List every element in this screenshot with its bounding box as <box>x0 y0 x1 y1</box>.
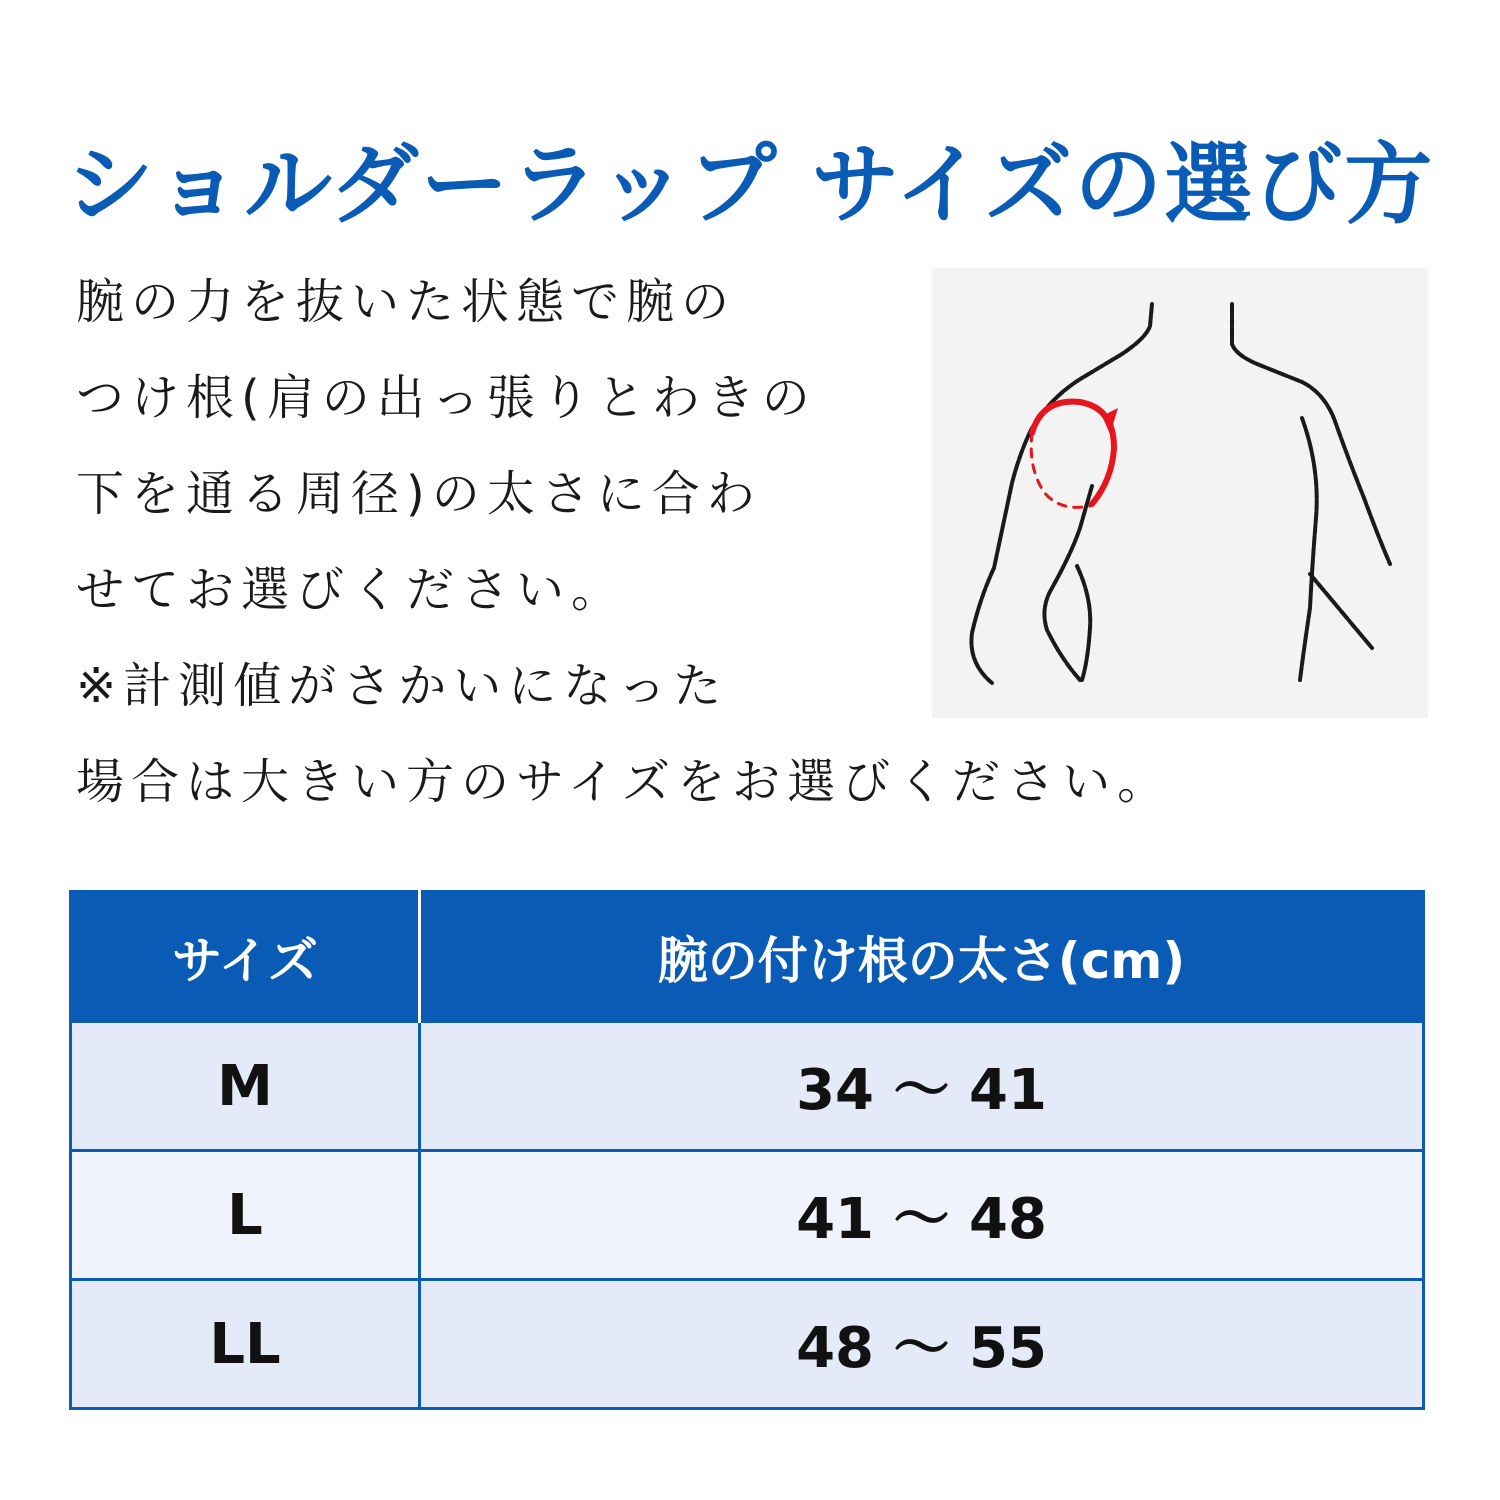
range-cell: 34 〜 41 <box>420 1022 1424 1151</box>
instruction-line: 場合は大きい方のサイズをお選びください。 <box>76 754 1173 810</box>
table-row <box>71 1151 1424 1280</box>
page-title: ショルダーラップ サイズの選び方 <box>65 132 1435 236</box>
table-row <box>71 1280 1424 1409</box>
instruction-line: ※計測値がさかいになった <box>76 658 729 714</box>
range-cell: 48 〜 55 <box>420 1280 1424 1409</box>
size-cell: L <box>71 1151 420 1280</box>
instruction-line: つけ根(肩の出っ張りとわきの <box>76 370 817 426</box>
shoulder-measurement-illustration <box>932 268 1428 718</box>
table-row <box>71 1022 1424 1151</box>
instruction-line: 下を通る周径)の太さに合わ <box>76 466 762 522</box>
range-cell: 41 〜 48 <box>420 1151 1424 1280</box>
instruction-line: 腕の力を抜いた状態で腕の <box>76 274 737 330</box>
size-column-header: サイズ <box>71 892 420 1022</box>
shoulder-measurement-icon <box>932 268 1428 718</box>
size-cell: M <box>71 1022 420 1151</box>
size-cell: LL <box>71 1280 420 1409</box>
table-header-row <box>71 892 1424 1022</box>
circumference-column-header: 腕の付け根の太さ(cm) <box>420 892 1424 1022</box>
size-chart-table <box>69 890 1425 1410</box>
instruction-line: せてお選びください。 <box>76 562 627 618</box>
